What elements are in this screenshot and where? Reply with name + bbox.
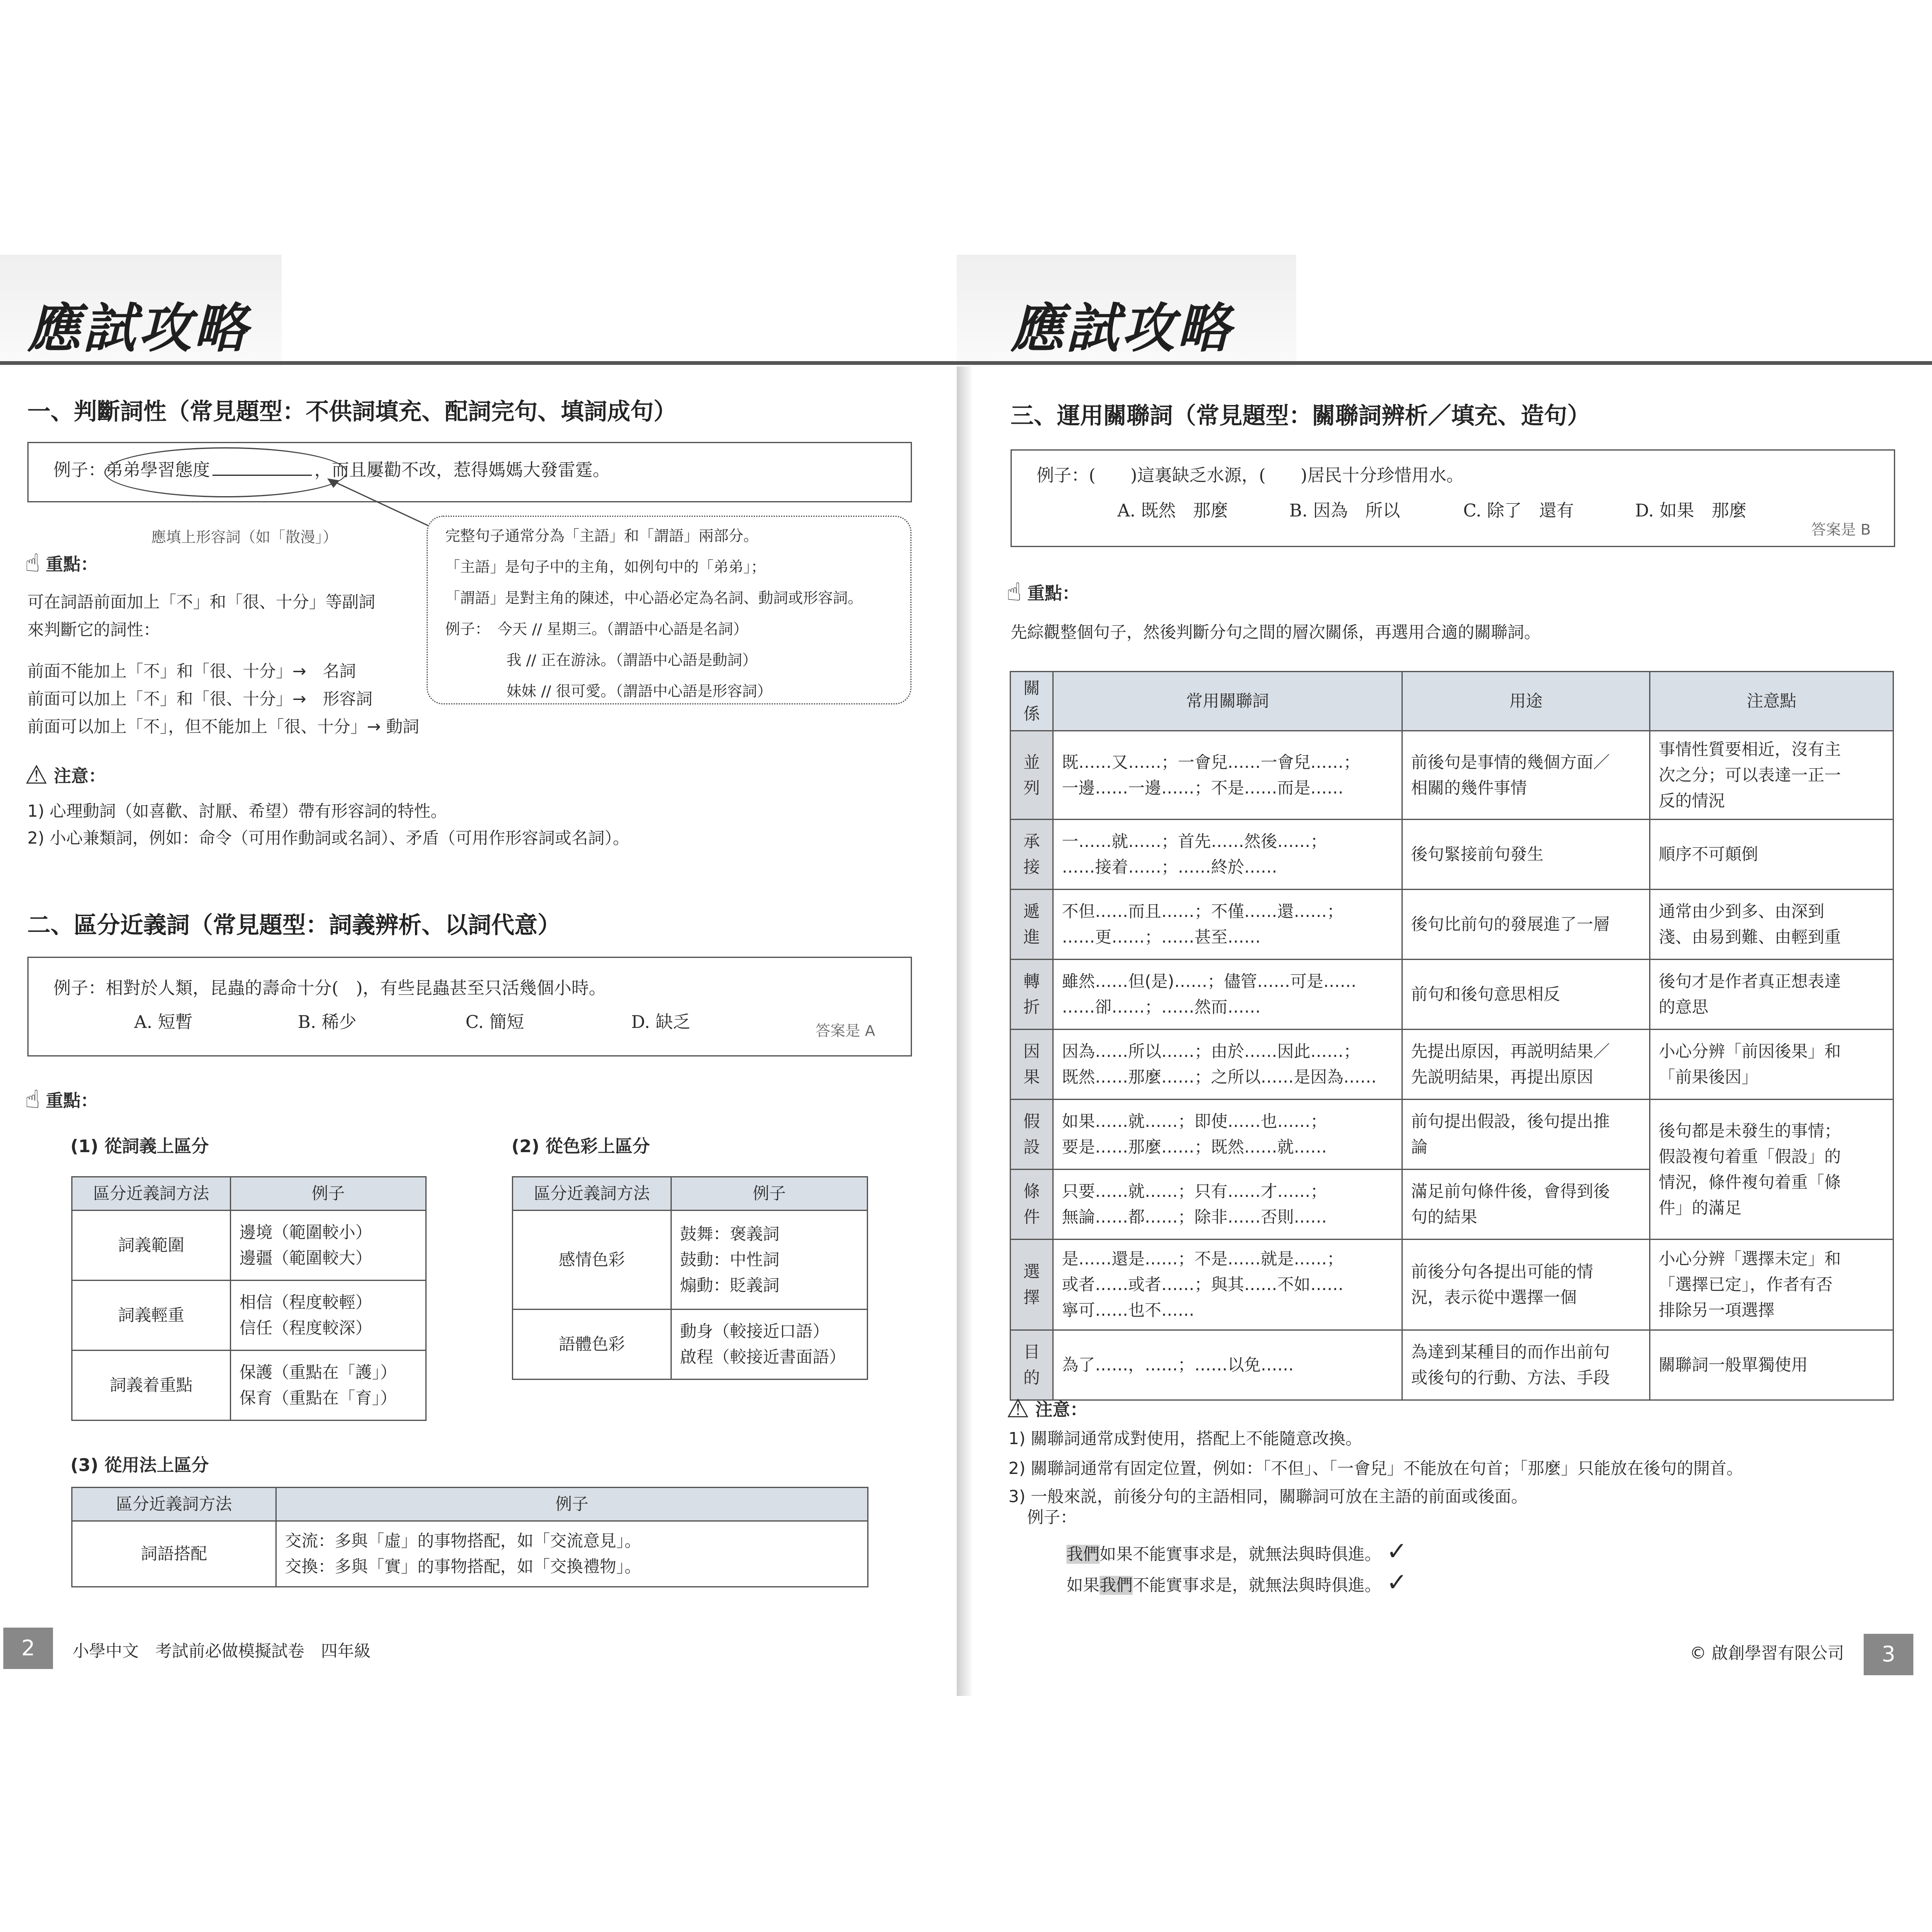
key-line: 前面不能加上「不」和「很、十分」→ 名詞	[27, 662, 356, 681]
cell-line: 相關的幾件事情	[1411, 778, 1527, 798]
use-cell: 前句和後句意思相反	[1402, 960, 1650, 1030]
cell-line: 反的情況	[1659, 791, 1725, 810]
relation-cell: 並列	[1011, 731, 1053, 820]
cell-line: 如果……就……；即使……也……；	[1062, 1112, 1327, 1131]
example-line-1	[1066, 1536, 1407, 1566]
table-row	[72, 1521, 868, 1587]
relation-cell: 轉折	[1011, 960, 1053, 1030]
relation-cell: 目的	[1011, 1330, 1053, 1400]
option: A. 既然 那麼	[1117, 500, 1228, 521]
relation-cell: 遞進	[1011, 890, 1053, 960]
cell-line: 「前果後因」	[1659, 1068, 1758, 1087]
option: A. 短暫	[134, 1012, 193, 1032]
table-row	[1011, 890, 1893, 960]
example-cell	[671, 1211, 868, 1310]
page-number: 2	[3, 1628, 53, 1669]
cell-line: 前句提出假設，後句提出推	[1411, 1112, 1610, 1131]
cell-line: 後句才是作者真正想表達	[1659, 972, 1841, 991]
example-cell	[231, 1281, 426, 1351]
key-text: 先綜觀整個句子，然後判斷分句之間的層次關係，再選用合適的關聯詞。	[1011, 623, 1541, 642]
example-line: 煽動：貶義詞	[680, 1276, 779, 1295]
note-cell	[1650, 960, 1893, 1030]
table-row	[1011, 960, 1893, 1030]
col-header-words: 常用關聯詞	[1053, 672, 1402, 731]
cell-line: ……卻……；……然而……	[1062, 998, 1261, 1017]
use-cell	[1402, 1100, 1650, 1170]
example-cell	[231, 1211, 426, 1281]
example-rest: 不能實事求是，就無法與時俱進。	[1133, 1576, 1381, 1595]
example-prefix: 如果	[1066, 1576, 1100, 1595]
example-line: 保護（重點在「護」）	[239, 1363, 397, 1382]
cell-line: 滿足前句條件後，會得到後	[1411, 1182, 1610, 1201]
method-cell: 詞義着重點	[72, 1351, 231, 1421]
use-cell	[1402, 1240, 1650, 1330]
note-line: 2) 關聯詞通常有固定位置，例如：「不但」、「一會兒」不能放在句首；「那麼」只能放在後句的開首。	[1008, 1459, 1743, 1478]
header-title: 應試攻略	[27, 298, 250, 359]
example-sentence-3: 例子：( )這裏缺乏水源，( )居民十分珍惜用水。	[1037, 465, 1464, 485]
cell-line: 或者……或者……；與其……不如……	[1062, 1275, 1343, 1294]
method-cell: 詞義輕重	[72, 1281, 231, 1351]
cell-line: 前後分句各提出可能的情	[1411, 1262, 1593, 1281]
col-header-method: 區分近義詞方法	[72, 1488, 276, 1521]
callout-line: 妹妹 // 很可愛。（謂語中心語是形容詞）	[507, 683, 772, 700]
callout-line: 完整句子通常分為「主語」和「謂語」兩部分。	[445, 528, 759, 545]
subheading-3: (3) 從用法上區分	[70, 1455, 209, 1475]
cell-line: 論	[1411, 1138, 1428, 1157]
cell-line: 是……還是……；不是……就是……；	[1062, 1249, 1343, 1269]
col-header-relation: 關係	[1011, 672, 1053, 731]
table-row	[72, 1351, 426, 1421]
table-colour	[512, 1176, 868, 1380]
example-line: 相信（程度較輕）	[239, 1293, 372, 1312]
cell-line: 句的結果	[1411, 1208, 1477, 1227]
pointing-hand-icon: ☝	[25, 1085, 40, 1114]
words-cell	[1053, 820, 1402, 890]
key-label: 重點：	[46, 1090, 98, 1111]
cell-line: 次之分；可以表達一正一	[1659, 765, 1841, 785]
table-row	[513, 1211, 868, 1310]
table-row	[1011, 820, 1893, 890]
table-row	[1011, 1240, 1893, 1330]
cell-line: 況，表示從中選擇一個	[1411, 1288, 1577, 1307]
cell-line: 小心分辨「選擇未定」和	[1659, 1249, 1841, 1269]
right-page	[957, 0, 1932, 1932]
cell-line: 「選擇已定」，作者有否	[1659, 1275, 1833, 1294]
pointing-hand-icon: ☝	[1006, 578, 1022, 607]
key-line: 前面可以加上「不」，但不能加上「很、十分」→ 動詞	[27, 717, 420, 736]
grammar-callout	[427, 516, 912, 704]
section-title-3: 三、運用關聯詞（常見題型：關聯詞辨析／填充、造句）	[1011, 403, 1590, 429]
example-line: 動身（較接近口語）	[680, 1322, 829, 1341]
cell-line: 淺、由易到難、由輕到重	[1659, 928, 1841, 947]
relation-cell: 承接	[1011, 820, 1053, 890]
note-heading-1	[25, 762, 106, 788]
cell-line: 為達到某種目的而作出前句	[1411, 1343, 1610, 1362]
example-cell	[671, 1310, 868, 1380]
example-line: 交流：多與「虛」的事物搭配，如「交流意見」。	[285, 1532, 641, 1551]
table-usage	[71, 1487, 868, 1587]
key-label: 重點：	[46, 554, 98, 574]
col-header-use: 用途	[1402, 672, 1650, 731]
note-line: 2) 小心兼類詞，例如：命令（可用作動詞或名詞）、矛盾（可用作形容詞或名詞）。	[27, 829, 630, 848]
cell-line: 只要……就……；只有……才……；	[1062, 1182, 1327, 1201]
note-cell	[1650, 1240, 1893, 1330]
method-cell: 語體色彩	[513, 1310, 671, 1380]
example-line: 信任（程度較深）	[239, 1319, 372, 1338]
cell-line: 寧可……也不……	[1062, 1301, 1194, 1320]
cell-line: ……接着……；……終於……	[1062, 858, 1277, 877]
note-line: 3) 一般來説，前後分句的主語相同，關聯詞可放在主語的前面或後面。	[1008, 1487, 1528, 1506]
example-rest: 如果不能實事求是，就無法與時俱進。	[1100, 1545, 1381, 1564]
example-circled-text: 弟弟學習態度	[106, 460, 210, 480]
option: B. 因為 所以	[1289, 500, 1400, 521]
example-rest: ，而且屢勸不改，惹得媽媽大發雷霆。	[314, 460, 610, 480]
key-line: 來判斷它的詞性：	[27, 620, 160, 639]
table-row	[513, 1310, 868, 1380]
table-row	[72, 1281, 426, 1351]
example-sentence-2: 例子：相對於人類，昆蟲的壽命十分( )，有些昆蟲甚至只活幾個小時。	[53, 978, 606, 998]
note-heading-3	[1006, 1393, 1088, 1423]
table-row	[72, 1211, 426, 1281]
use-cell	[1402, 1330, 1650, 1400]
note-label: 注意：	[53, 766, 106, 786]
footer-text: 小學中文 考試前必做模擬試卷 四年級	[72, 1642, 371, 1661]
cell-line: 一邊……一邊……；不是……而是……	[1062, 778, 1343, 798]
cell-line: 先提出原因，再説明結果／	[1411, 1042, 1610, 1061]
cell-line: 後句都是未發生的事情；	[1659, 1121, 1841, 1141]
cell-line: 既……又……；一會兒……一會兒……；	[1062, 753, 1360, 772]
section-title-1: 一、判斷詞性（常見題型：不供詞填充、配詞完句、填詞成句）	[27, 398, 677, 425]
cell-line: 件」的滿足	[1659, 1198, 1741, 1218]
option: D. 如果 那麼	[1635, 500, 1746, 521]
cell-line: 或後句的行動、方法、手段	[1411, 1368, 1610, 1387]
words-cell	[1053, 1030, 1402, 1100]
example-box-2	[27, 957, 912, 1056]
page-number: 3	[1864, 1634, 1913, 1675]
example-line: 邊疆（範圍較大）	[239, 1249, 372, 1268]
answer-label: 答案是 B	[1811, 521, 1871, 538]
cell-line: 的意思	[1659, 998, 1708, 1017]
note-cell	[1650, 731, 1893, 820]
example-line: 保育（重點在「育」）	[239, 1389, 397, 1408]
col-header-method: 區分近義詞方法	[72, 1177, 231, 1211]
pointing-hand-icon: ☝	[25, 549, 40, 578]
note-cell	[1650, 1100, 1893, 1240]
cell-line: 雖然……但(是)……；儘管……可是……	[1062, 972, 1357, 991]
warning-triangle-icon: ⚠	[25, 760, 48, 790]
relation-cell: 因果	[1011, 1030, 1053, 1100]
key-heading-3	[1006, 580, 1080, 605]
note-line: 1) 關聯詞通常成對使用，搭配上不能隨意改換。	[1008, 1429, 1362, 1448]
example-cell	[231, 1351, 426, 1421]
cell-line: 事情性質要相近，沒有主	[1659, 740, 1841, 759]
option: C. 除了 還有	[1463, 500, 1574, 521]
cell-line: 排除另一項選擇	[1659, 1301, 1775, 1320]
table-row	[1011, 731, 1893, 820]
words-cell	[1053, 731, 1402, 820]
section-title-2: 二、區分近義詞（常見題型：詞義辨析、以詞代意）	[27, 912, 561, 939]
method-cell: 感情色彩	[513, 1211, 671, 1310]
cell-line: 假設複句着重「假設」的	[1659, 1147, 1841, 1166]
example-line: 交換：多與「實」的事物搭配，如「交換禮物」。	[285, 1557, 641, 1576]
subheading-1: (1) 從詞義上區分	[70, 1136, 209, 1156]
option: C. 簡短	[466, 1012, 524, 1032]
col-header-method: 區分近義詞方法	[513, 1177, 671, 1211]
key-line: 可在詞語前面加上「不」和「很、十分」等副詞	[27, 593, 375, 612]
words-cell	[1053, 890, 1402, 960]
cell-line: 先説明結果，再提出原因	[1411, 1068, 1593, 1087]
header-title: 應試攻略	[1011, 298, 1233, 359]
table-meaning	[71, 1176, 427, 1421]
answer-label: 答案是 A	[815, 1023, 876, 1040]
circle-annotation	[104, 447, 347, 497]
col-header-example: 例子	[671, 1177, 868, 1211]
use-cell	[1402, 731, 1650, 820]
example-line-2	[1066, 1568, 1407, 1597]
note-cell: 順序不可顛倒	[1650, 820, 1893, 890]
col-header-note: 注意點	[1650, 672, 1893, 731]
words-cell	[1053, 1100, 1402, 1170]
note-cell	[1650, 1030, 1893, 1100]
key-heading-2	[25, 1087, 98, 1112]
relation-cell: 選擇	[1011, 1240, 1053, 1330]
example-line: 邊境（範圍較小）	[239, 1223, 372, 1242]
check-mark-icon: ✓	[1386, 1537, 1407, 1566]
callout-line: 「謂語」是對主角的陳述，中心語必定為名詞、動詞或形容詞。	[445, 590, 863, 607]
use-cell	[1402, 1170, 1650, 1240]
example-label: 例子：	[1027, 1508, 1077, 1527]
callout-line: 「主語」是句子中的主角，如例句中的「弟弟」；	[445, 559, 766, 576]
note-cell: 關聯詞一般單獨使用	[1650, 1330, 1893, 1400]
use-cell	[1402, 1030, 1650, 1100]
cell-line: 無論……都……；除非……否則……	[1062, 1208, 1327, 1227]
table-row	[1011, 1100, 1893, 1170]
cell-line: 一……就……；首先……然後……；	[1062, 832, 1327, 851]
words-cell	[1053, 960, 1402, 1030]
example-box-3	[1011, 449, 1895, 547]
cell-line: 情況，條件複句着重「條	[1659, 1172, 1841, 1192]
option: B. 稀少	[298, 1012, 357, 1032]
gutter-shadow	[957, 255, 973, 1696]
words-cell	[1053, 1170, 1402, 1240]
warning-triangle-icon: ⚠	[1006, 1393, 1030, 1423]
relation-cell: 條件	[1011, 1170, 1053, 1240]
fill-hint: 應填上形容詞（如「散漫」）	[151, 529, 338, 546]
check-mark-icon: ✓	[1386, 1568, 1407, 1597]
callout-line: 例子： 今天 // 星期三。（謂語中心語是名詞）	[445, 621, 748, 638]
cell-line: 要是……那麼……；既然……就……	[1062, 1138, 1327, 1157]
footer-text: © 啟創學習有限公司	[1690, 1644, 1844, 1663]
use-cell: 後句緊接前句發生	[1402, 820, 1650, 890]
option: D. 缺乏	[631, 1012, 690, 1032]
cell-line: 既然……那麼……；之所以……是因為……	[1062, 1068, 1377, 1087]
use-cell: 後句比前句的發展進了一層	[1402, 890, 1650, 960]
cell-line: 前後句是事情的幾個方面／	[1411, 753, 1610, 772]
highlighted-subject: 我們	[1100, 1576, 1133, 1595]
key-heading-1	[25, 551, 98, 576]
callout-line: 我 // 正在游泳。（謂語中心語是動詞）	[507, 652, 757, 669]
example-line: 啟程（較接近書面語）	[680, 1348, 846, 1367]
method-cell: 詞語搭配	[72, 1521, 276, 1587]
cell-line: 通常由少到多、由深到	[1659, 902, 1824, 921]
relation-cell: 假設	[1011, 1100, 1053, 1170]
method-cell: 詞義範圍	[72, 1211, 231, 1281]
example-prefix: 例子：	[53, 460, 106, 480]
col-header-example: 例子	[276, 1488, 868, 1521]
cell-line: ……更……；……甚至……	[1062, 928, 1261, 947]
subheading-2: (2) 從色彩上區分	[511, 1136, 650, 1156]
example-line: 鼓動：中性詞	[680, 1250, 779, 1269]
table-row	[1011, 1030, 1893, 1100]
example-cell	[276, 1521, 868, 1587]
cell-line: 不但……而且……；不僅……還……；	[1062, 902, 1343, 921]
key-line: 前面可以加上「不」和「很、十分」→ 形容詞	[27, 690, 373, 709]
cell-line: 因為……所以……；由於……因此……；	[1062, 1042, 1360, 1061]
table-row	[1011, 1330, 1893, 1400]
note-label: 注意：	[1035, 1399, 1088, 1420]
key-label: 重點：	[1027, 583, 1080, 603]
cell-line: 小心分辨「前因後果」和	[1659, 1042, 1841, 1061]
note-line: 1) 心理動詞（如喜歡、討厭、希望）帶有形容詞的特性。	[27, 802, 447, 821]
words-cell	[1053, 1240, 1402, 1330]
note-cell	[1650, 890, 1893, 960]
example-line: 鼓舞：褒義詞	[680, 1225, 779, 1244]
col-header-example: 例子	[231, 1177, 426, 1211]
highlighted-subject: 我們	[1066, 1545, 1100, 1564]
conjunction-table	[1010, 671, 1894, 1401]
words-cell: 為了……，……；……以免……	[1053, 1330, 1402, 1400]
left-page	[0, 0, 957, 1932]
